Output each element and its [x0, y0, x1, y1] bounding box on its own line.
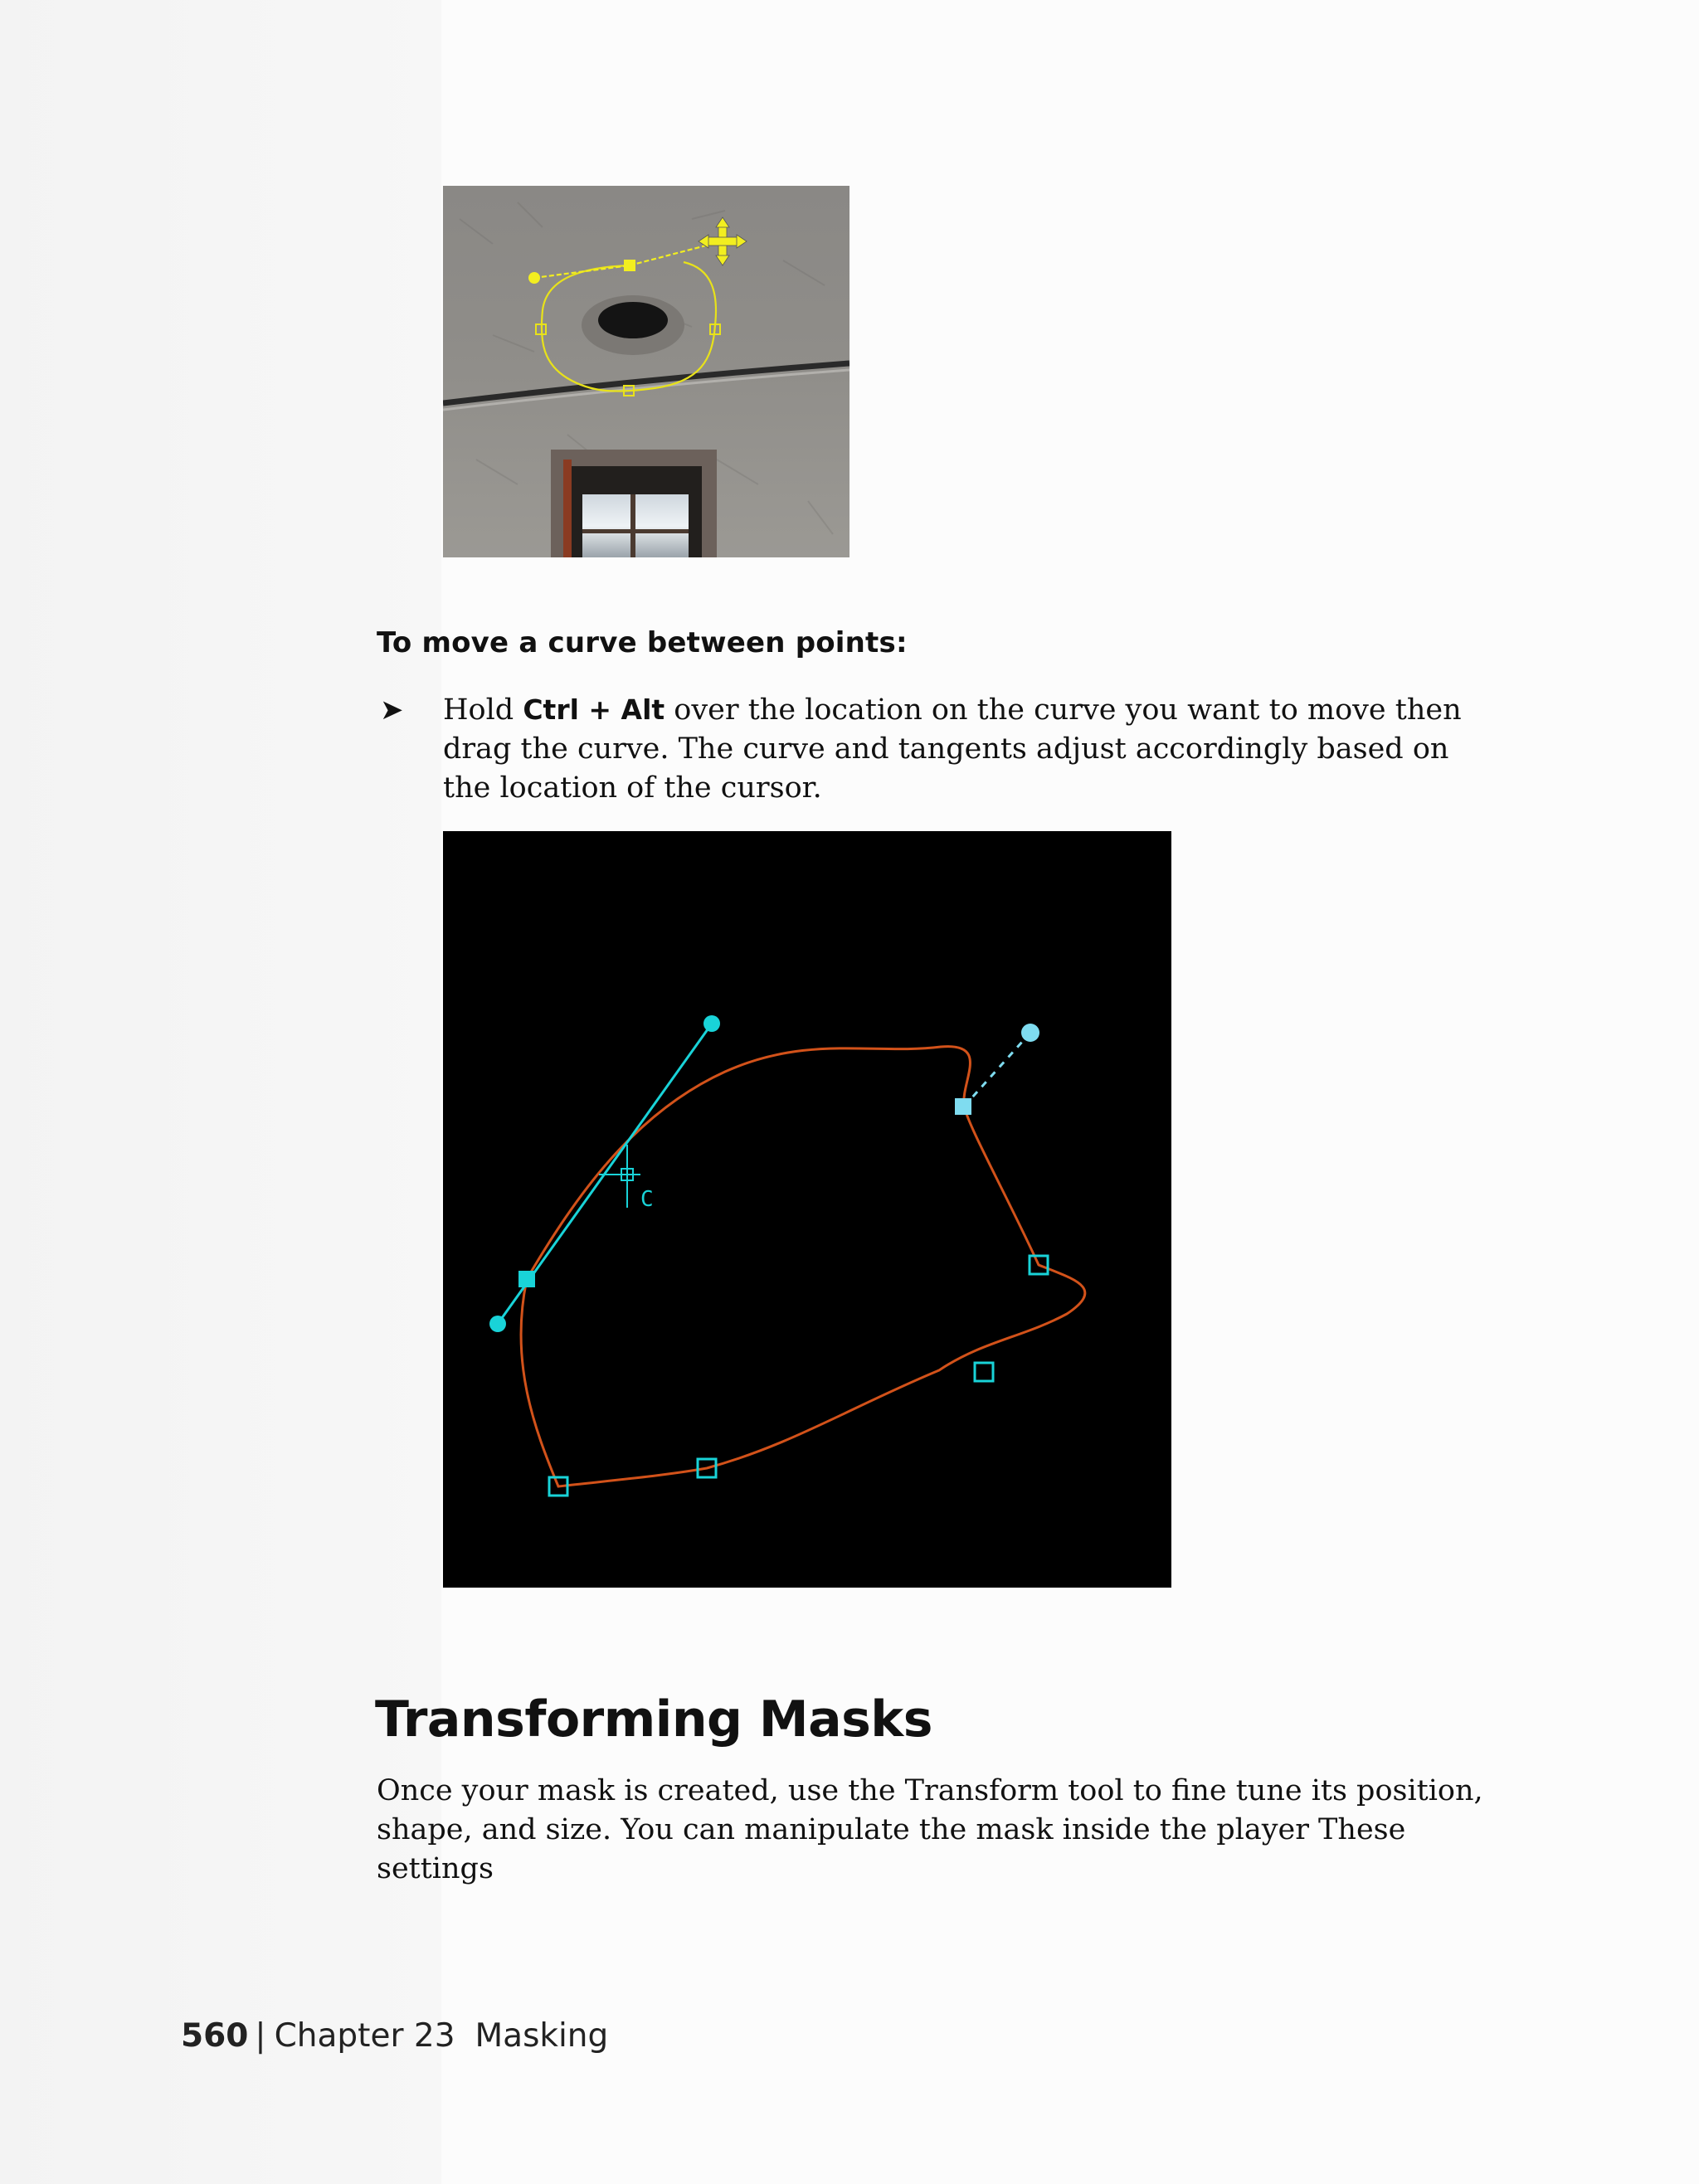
- step-text-lead: Hold: [443, 693, 523, 727]
- page-footer: [181, 2017, 608, 2055]
- footer-separator: |: [255, 2017, 266, 2055]
- procedure-heading: To move a curve between points:: [377, 626, 908, 659]
- step-text-rest: over the location on the curve you want to move then drag the curve. The curve and tangents adjust accordingly based on the location of the cursor.: [443, 693, 1462, 805]
- window-transom: [582, 529, 689, 533]
- mask-photo-figure: [443, 186, 850, 557]
- page-number: 560: [181, 2017, 249, 2055]
- chapter-label: Chapter 23: [274, 2017, 455, 2055]
- tangent-handle[interactable]: [703, 1015, 720, 1032]
- tangent-handle[interactable]: [1021, 1024, 1039, 1042]
- section-title: Transforming Masks: [375, 1690, 932, 1749]
- procedure-step: [443, 690, 1463, 808]
- keyboard-shortcut: Ctrl + Alt: [523, 693, 665, 726]
- section-paragraph: Once your mask is created, use the Transform tool to fine tune its position, shape, and size. You can manipulate the mask inside the player These settings: [377, 1774, 1483, 1885]
- round-window-opening: [598, 302, 668, 338]
- window-mullion: [630, 494, 635, 557]
- selected-control-point[interactable]: [955, 1098, 971, 1115]
- selected-control-point[interactable]: [518, 1271, 535, 1287]
- chapter-title: Masking: [475, 2017, 609, 2055]
- window-shutter-left: [563, 460, 572, 557]
- step-bullet-icon: ➤: [380, 693, 404, 727]
- cursor-label: C: [640, 1187, 654, 1212]
- page-margin-shade: [0, 0, 441, 2184]
- curve-edit-figure: [443, 831, 1171, 1588]
- tangent-handle[interactable]: [528, 272, 540, 284]
- tangent-handle[interactable]: [489, 1316, 506, 1332]
- selected-control-point[interactable]: [624, 260, 635, 271]
